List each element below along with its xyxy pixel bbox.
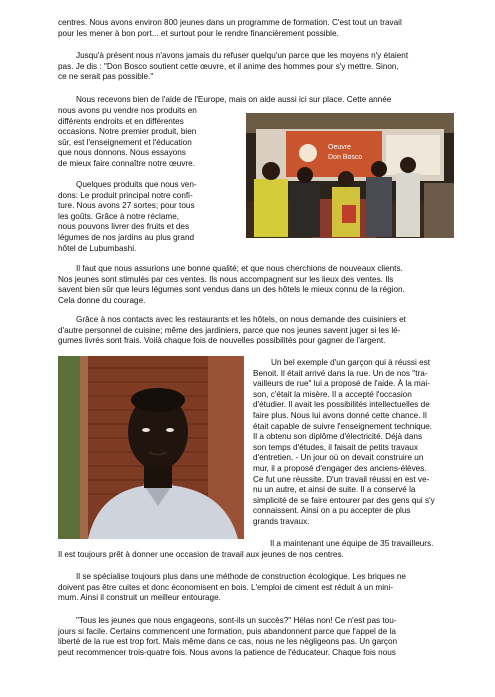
text-line: mum. Ainsi il construit un meilleur entourage. [58,593,221,603]
text-line: Il se spécialise toujours plus dans une méthode de construction écologique. Les briques ne [76,572,406,581]
text-line: Jusqu'à présent nous n'avons jamais du refuser quelqu'un parce que les moyens n'y étaient [76,51,409,60]
text-line: était capable de suivre l'enseignement technique. [253,421,433,431]
text-line: ture. Nous avons 27 sortes; pour tous [58,201,195,211]
text-line: occasions. Notre premier produit, bien [58,127,197,137]
paragraph-9 [58,572,478,604]
text-line: les goûts. Grâce à notre réclame, [58,211,180,221]
paragraph-7 [253,358,477,528]
stand-photo [246,113,454,238]
text-line: Il a obtenu son diplôme d'électricité. Déjà dans [253,432,423,442]
text-line: pas. Je dis : "Don Bosco soutient cette œuvre, et il anime des hommes pour s'y mettre. Sinon, [58,61,399,71]
text-line: Il est toujours prêt à donner une occasion de travail aux jeunes de nos centres. [58,550,344,559]
text-line: peut recommencer trois-quatre fois. Nous avons la patience de l'éducateur. Chaque fois nous [58,647,396,657]
text-line: Cela donne du courage. [58,295,146,305]
text-line: Ce fut une réussite. D'un travail réussi en est ve- [253,474,430,484]
text-line: Quelques produits que nous ven- [76,180,197,189]
text-line: savent bien sûr que leurs légumes sont vendus dans un des hôtels le mieux connu de la région. [58,285,405,295]
paragraph-10 [58,616,478,658]
portrait-photo [58,356,244,539]
banner-text: Oeuvre [328,144,351,151]
text-line: sûr, est l'enseignement et l'éducation [58,137,192,147]
text-line: faire plus. Nous lui avons donné cette chance. Il [253,410,427,420]
text-line: grands travaux. [253,516,310,526]
paragraph-8-continued [58,550,478,561]
text-line: liberté de la rue est trop fort. Mais même dans ce cas, nous ne les négligeons pas. Un garçon [58,637,398,647]
text-line: "Tous les jeunes que nous engageons, sont-ils un succès?" Hélas non! Ce n'est pas tou- [76,616,397,625]
text-line: centres. Nous avons environ 800 jeunes dans un programme de formation. C'est tout un travail [58,18,402,27]
text-line: pour les mener à bon port... et surtout pour le rendre financièrement possible. [58,28,339,38]
text-line: de mieux faire connaître notre œuvre. [58,158,195,168]
paragraph-3 [58,95,478,106]
text-line: d'étudier. Il avait les possibilités intellectuelles de [253,400,430,410]
paragraph-6 [58,315,478,347]
paragraph-1 [58,18,478,39]
text-line: Il a maintenant une équipe de 35 travailleurs. [270,539,434,548]
paragraph-5 [58,264,478,306]
text-line: différents endroits et en différentes [58,116,184,126]
text-line: nu un autre, et ainsi de suite. Il a conservé la [253,485,416,495]
text-line: doivent pas être cuites et donc économisent en bois. L'emploi de ciment est réduit à un mini- [58,582,394,592]
text-line: son, c'était la misère. Il a accepté l'occasion [253,389,412,399]
paragraph-8 [270,539,480,550]
text-line: mur, il a proposé d'engager des anciens-élèves. [253,463,427,473]
text-line: Nous recevons bien de l'aide de l'Europe, mais on aide aussi ici sur place. Cette année [76,95,392,104]
text-line: légumes de nos jardins au plus grand [58,232,195,242]
text-line: simplicité de se faire entourer par des gens qui s'y [253,495,435,505]
text-line: son temps d'études, il faisait de petits travaux [253,442,418,452]
paragraph-4 [58,180,244,254]
text-line: nous pouvons livrer des fruits et des [58,222,190,232]
text-line: hôtel de Lubumbashi. [58,243,137,253]
text-line: d'entretien. - Un jour où on devait construire un [253,453,424,463]
text-line: Il faut que nous assurions une bonne qualité; et que nous cherchions de nouveaux clients. [76,264,403,273]
text-line: d'autre personnel de cuisine; même des jardiniers, parce que nos jeunes savent juger si les lé- [58,325,401,335]
text-line: vailleurs de rue" lui a proposé de l'aide. À la mai- [253,379,430,389]
text-line: Grâce à nos contacts avec les restaurants et les hôtels, on nous demande des cuisiniers et [76,315,406,324]
paragraph-3-continued [58,106,244,170]
text-line: Benoit. Il était arrivé dans la rue. Un de nos "tra- [253,368,428,378]
text-line: jours si facile. Certains commencent une formation, puis abandonnent parce que l'appel de la [58,626,396,636]
text-line: nous avons pu vendre nos produits en [58,106,197,115]
banner-text: Don Bosco [328,154,363,161]
text-line: que nous donnons. Nous essayons [58,148,186,158]
text-line: Un bel exemple d'un garçon qui à réussi est [271,358,431,367]
text-line: dons: Le produit principal notre confi- [58,190,193,200]
text-line: Nos jeunes sont stimulés par ces ventes. Ils nous accompagnent sur les lieux des ventes. Ils [58,274,394,284]
paragraph-2 [58,51,478,83]
text-line: ce ne serait pas possible." [58,72,154,82]
text-line: connaissent. Ainsi on a pu accepter de plus [253,506,411,516]
text-line: gumes livrés sont frais. Voilà chaque fois de nouvelles possibilités pour gagner de l'argent. [58,336,386,346]
